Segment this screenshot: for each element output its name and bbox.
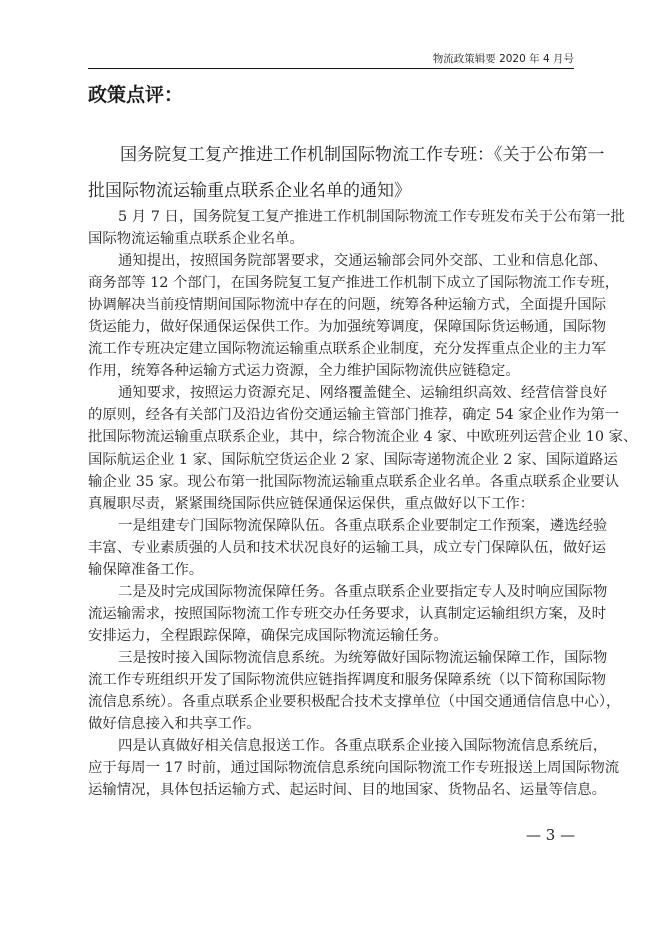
text-line: 货运能力，做好保通保运保供工作。为加强统筹调度，保障国际货运畅通，国际物: [88, 319, 607, 336]
text-line: 应于每周一 17 时前，通过国际物流信息系统向国际物流工作专班报送上周国际物流: [88, 760, 620, 777]
text-line: 运输情况，具体包括运输方式、起运时间、目的地国家、货物品名、运量等信息。: [88, 782, 607, 799]
text-line: 流工作专班决定建立国际物流运输重点联系企业制度，充分发挥重点企业的主力军: [88, 341, 607, 358]
paragraph: [88, 206, 625, 250]
text-line: 四是认真做好相关信息报送工作。各重点联系企业接入国际物流信息系统后，: [118, 738, 608, 755]
header-rule: [88, 68, 574, 69]
text-line: 作用，统筹各种运输方式运力资源，全力维护国际物流供应链稳定。: [88, 363, 520, 380]
text-line: 一是组建专门国际物流保障队伍。各重点联系企业要制定工作预案，遴选经验: [118, 517, 608, 534]
text-line: 做好信息接入和共享工作。: [88, 716, 261, 733]
paragraph: [88, 647, 621, 735]
page-number: — 3 —: [526, 826, 576, 844]
paragraph: [88, 250, 620, 382]
paragraph: [88, 581, 608, 647]
text-line: 丰富、专业素质强的人员和技术状况良好的运输工具，成立专门保障队伍，做好运: [88, 539, 607, 556]
section-heading: 政策点评：: [88, 84, 184, 106]
text-line: 国际物流运输重点联系企业名单。: [88, 231, 304, 248]
text-line: 输保障准备工作。: [88, 561, 204, 578]
text-line: 协调解决当前疫情期间国际物流中存在的问题，统筹各种运输方式，全面提升国际: [88, 297, 607, 314]
text-line: 安排运力，全程跟踪保障，确保完成国际物流运输任务。: [88, 627, 448, 644]
text-line: 流工作专班组织开发了国际物流供应链指挥调度和服务保障系统（以下简称国际物: [88, 671, 607, 688]
text-line: 通知要求，按照运力资源充足、网络覆盖健全、运输组织高效、经营信誉良好: [118, 385, 608, 402]
text-line: 通知提出，按照国务院部署要求，交通运输部会同外交部、工业和信息化部、: [118, 253, 608, 270]
text-line: 三是按时接入国际物流信息系统。为统筹做好国际物流运输保障工作，国际物: [118, 649, 608, 666]
running-header: 物流政策辑要 2020 年 4 月号: [432, 53, 574, 65]
text-line: 5 月 7 日，国务院复工复产推进工作机制国际物流工作专班发布关于公布第一批: [118, 209, 625, 225]
paragraph: [88, 382, 638, 514]
text-line: 流信息系统）。各重点联系企业要积极配合技术支撑单位（中国交通通信信息中心），: [88, 694, 621, 711]
text-line: 国际航运企业 1 家、国际航空货运企业 2 家、国际寄递物流企业 2 家、国际道路运: [88, 451, 618, 468]
text-line: 的原则，经各有关部门及沿边省份交通运输主管部门推荐，确定 54 家企业作为第一: [88, 407, 620, 424]
article-body: [88, 206, 638, 801]
text-line: 二是及时完成国际物流保障任务。各重点联系企业要指定专人及时响应国际物: [118, 583, 608, 600]
paragraph: [88, 515, 608, 581]
text-line: 批国际物流运输重点联系企业，其中，综合物流企业 4 家、中欧班列运营企业 10 家、: [88, 429, 638, 446]
text-line: 输企业 35 家。现公布第一批国际物流运输重点联系企业名单。各重点联系企业要认: [88, 473, 620, 490]
text-line: 流运输需求，按照国际物流工作专班交办任务要求，认真制定运输组织方案，及时: [88, 605, 607, 622]
text-line: 真履职尽责，紧紧围绕国际供应链保通保运保供，重点做好以下工作：: [88, 495, 535, 512]
article-title-line-1: 国务院复工复产推进工作机制国际物流工作专班：《关于公布第一: [120, 145, 605, 165]
article-title-line-2: 批国际物流运输重点联系企业名单的通知》: [88, 181, 411, 201]
paragraph: [88, 735, 620, 801]
text-line: 商务部等 12 个部门，在国务院复工复产推进工作机制下成立了国际物流工作专班，: [88, 275, 620, 292]
